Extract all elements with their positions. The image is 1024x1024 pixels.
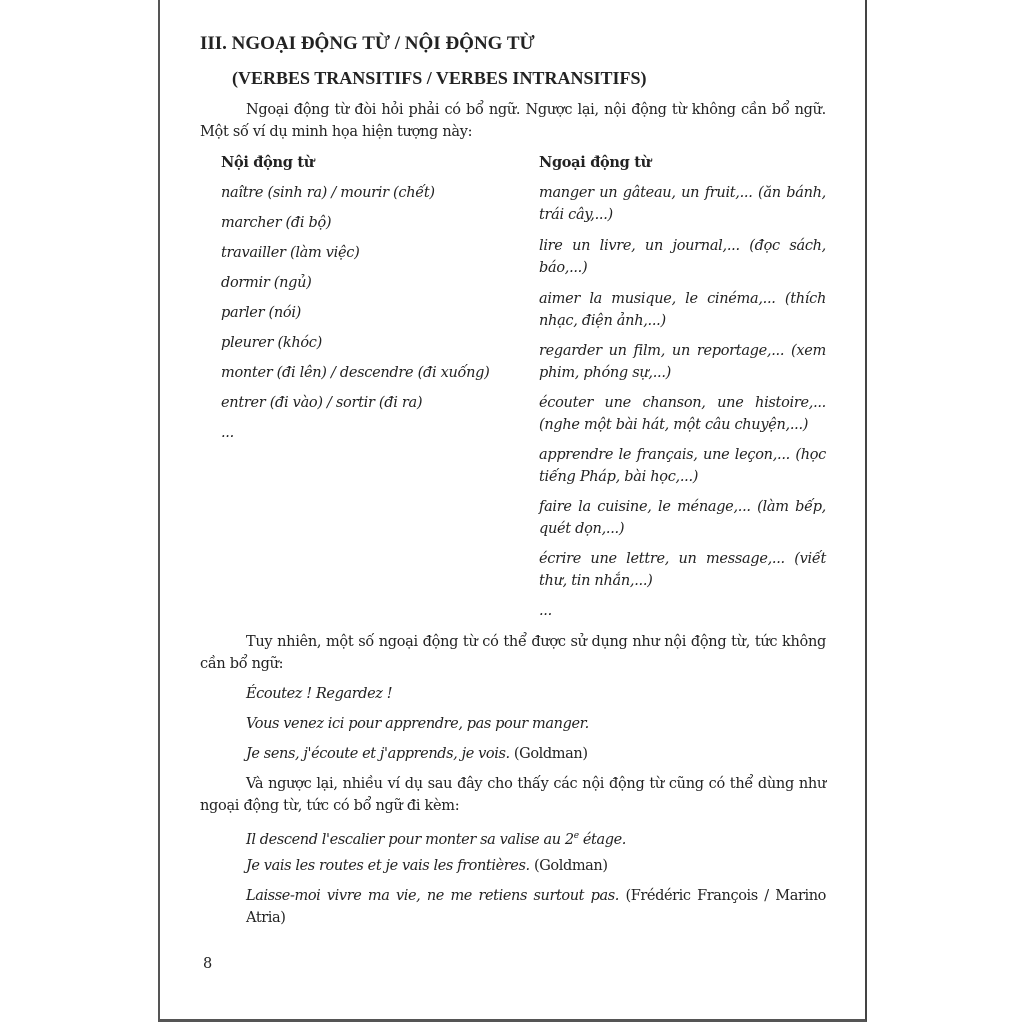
example-quote-end: étage. xyxy=(578,831,627,848)
example xyxy=(246,885,826,929)
example-quote: Il descend l'escalier pour monter sa valise au 2 xyxy=(246,831,574,848)
list-item: ... xyxy=(221,425,234,441)
right-column-header: Ngoại động từ xyxy=(539,154,651,171)
list-item: travailler (làm việc) xyxy=(221,245,360,261)
list-item: naître (sinh ra) / mourir (chết) xyxy=(221,185,435,201)
intro-paragraph: Ngoại động từ đòi hỏi phải có bổ ngữ. Ngược lại, nội động từ không cần bổ ngữ. Một số ví dụ minh họa hiện tượng này: xyxy=(200,102,826,140)
example-quote: Laisse-moi vivre ma vie, ne me retiens surtout pas. xyxy=(246,888,619,904)
example-quote: Je vais les routes et je vais les frontières. xyxy=(246,858,530,874)
list-item: faire la cuisine, le ménage,... (làm bếp, quét dọn,...) xyxy=(539,499,826,537)
example-source: (Goldman) xyxy=(509,746,588,762)
list-item: manger un gâteau, un fruit,... (ăn bánh, trái cây,...) xyxy=(539,185,826,223)
list-item: regarder un film, un reportage,... (xem phim, phóng sự,...) xyxy=(539,343,826,381)
list-item: écrire une lettre, un message,... (viết thư, tin nhắn,...) xyxy=(539,551,826,589)
example-quote: Je sens, j'écoute et j'apprends, je vois. xyxy=(246,746,510,762)
list-item: entrer (đi vào) / sortir (đi ra) xyxy=(221,395,423,411)
list-item: monter (đi lên) / descendre (đi xuống) xyxy=(221,365,490,381)
left-column-header: Nội động từ xyxy=(221,154,314,171)
example xyxy=(246,743,826,765)
example-quote: Écoutez ! Regardez ! xyxy=(246,686,393,702)
list-item: apprendre le français, une leçon,... (học tiếng Pháp, bài học,...) xyxy=(539,447,826,485)
example xyxy=(246,713,826,735)
list-item: écouter une chanson, une histoire,... (nghe một bài hát, một câu chuyện,...) xyxy=(539,395,826,433)
example-source: (Frédéric François / Marino Atria) xyxy=(246,888,826,926)
paragraph-2: Tuy nhiên, một số ngoại động từ có thể được sử dụng như nội động từ, tức không cần bổ ngữ: xyxy=(200,634,826,672)
list-item: ... xyxy=(539,603,552,619)
superscript: e xyxy=(573,831,579,841)
example xyxy=(246,683,826,705)
section-heading: III. NGOẠI ĐỘNG TỪ / NỘI ĐỘNG TỪ xyxy=(200,33,535,54)
page-number: 8 xyxy=(203,956,213,972)
list-item: marcher (đi bộ) xyxy=(221,215,332,231)
example-source: (Goldman) xyxy=(529,858,608,874)
list-item: dormir (ngủ) xyxy=(221,275,312,291)
section-subheading: (VERBES TRANSITIFS / VERBES INTRANSITIFS) xyxy=(232,68,647,88)
example-quote: Vous venez ici pour apprendre, pas pour manger. xyxy=(246,716,589,732)
paragraph-3: Và ngược lại, nhiều ví dụ sau đây cho thấy các nội động từ cũng có thể dùng như ngoại động từ, tức có bổ ngữ đi kèm: xyxy=(200,776,826,814)
example xyxy=(246,855,826,877)
example xyxy=(246,825,826,851)
list-item: pleurer (khóc) xyxy=(221,335,322,351)
list-item: aimer la musique, le cinéma,... (thích nhạc, điện ảnh,...) xyxy=(539,291,826,329)
list-item: parler (nói) xyxy=(221,305,302,321)
list-item: lire un livre, un journal,... (đọc sách, báo,...) xyxy=(539,238,826,276)
